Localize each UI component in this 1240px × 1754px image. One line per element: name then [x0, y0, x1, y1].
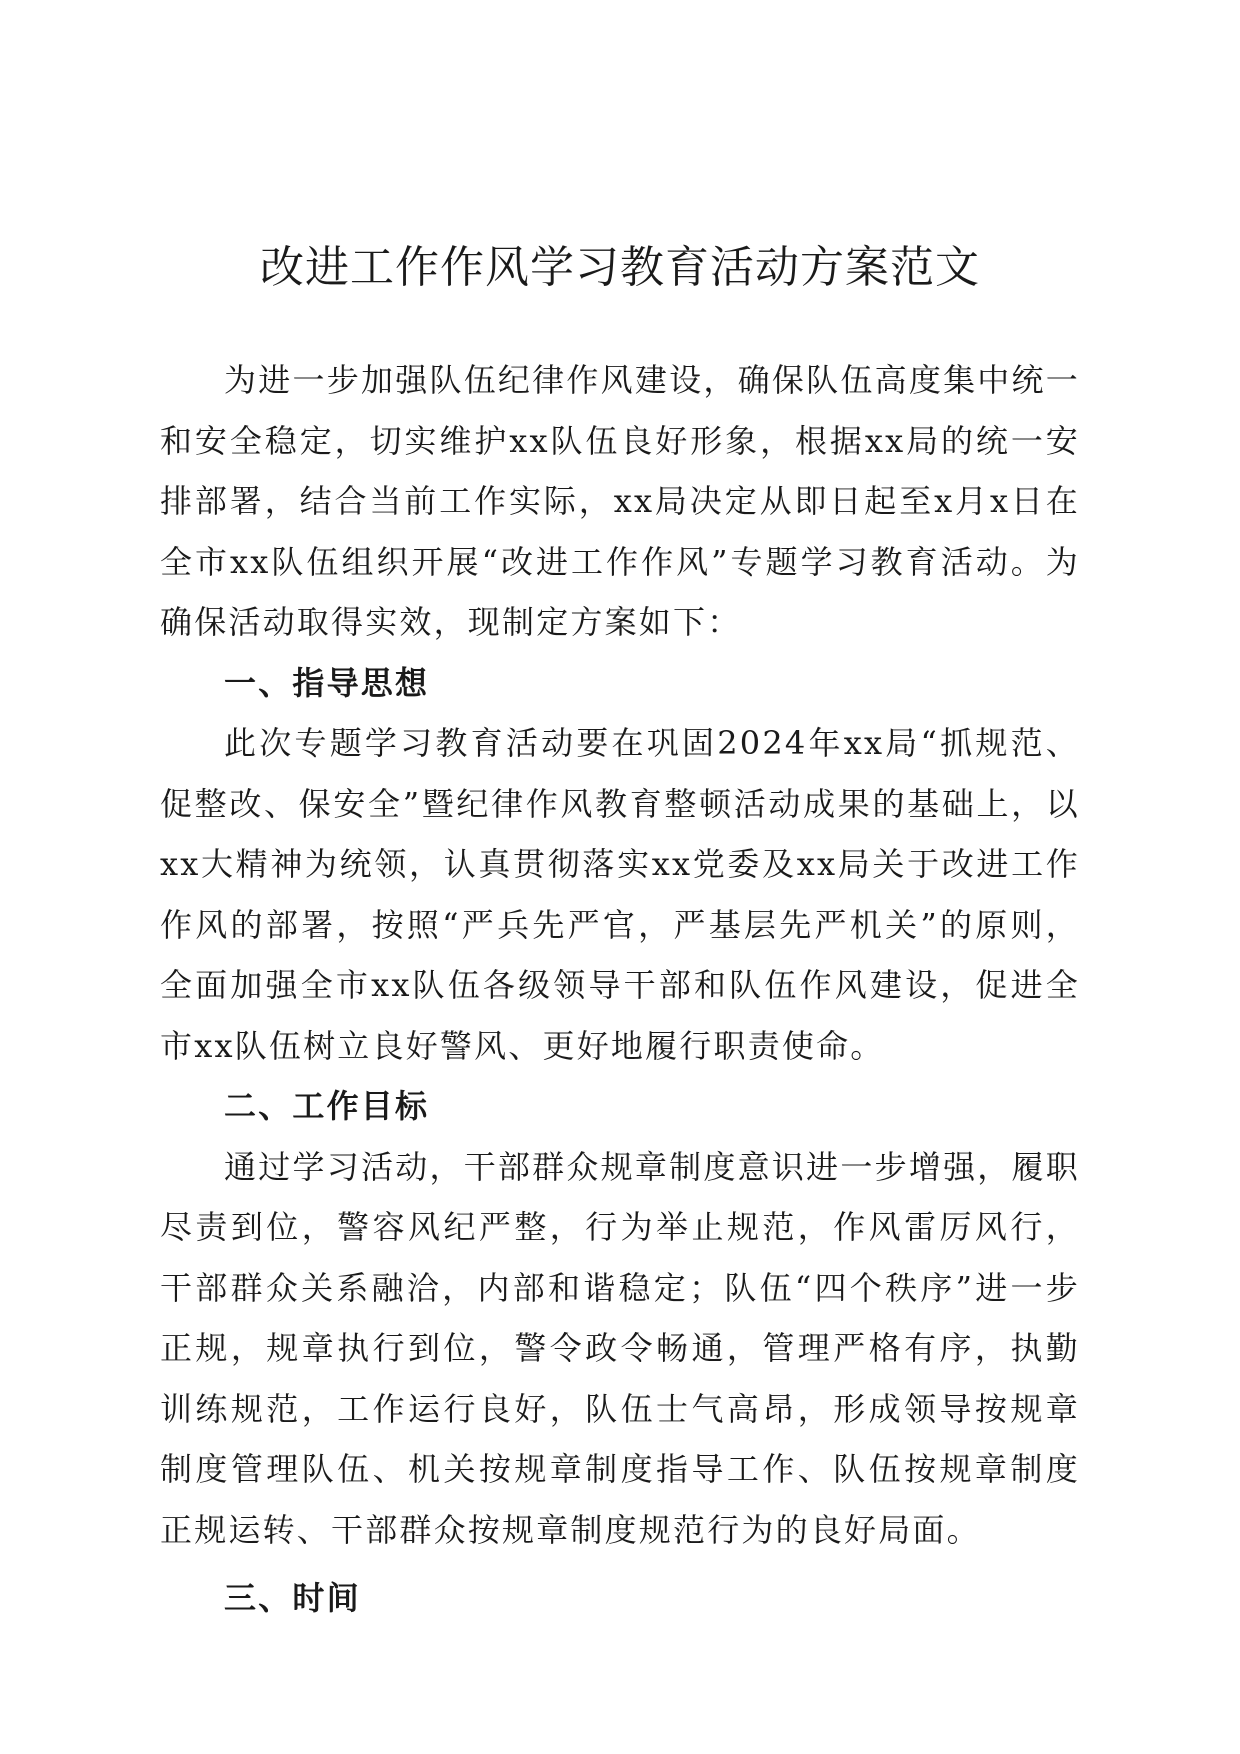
section-paragraph-work-goals: 通过学习活动，干部群众规章制度意识进一步增强，履职尽责到位，警容风纪严整，行为举止规范，作风雷厉风行，干部群众关系融洽，内部和谐稳定；队伍“四个秩序”进一步正规，规章执行到位，警令政令畅通，管理严格有序，执勤训练规范，工作运行良好，队伍士气高昂，形成领导按规章制度管理队伍、机关按规章制度指导工作、队伍按规章制度正规运转、干部群众按规章制度规范行为的良好局面。: [160, 1147, 1080, 1549]
section-heading-work-goals: 二、工作目标: [224, 1087, 430, 1125]
section-heading-time: 三、时间: [224, 1579, 361, 1617]
document-title: 改进工作作风学习教育活动方案范文: [260, 242, 980, 293]
document-body: [160, 350, 1080, 1629]
intro-paragraph: 为进一步加强队伍纪律作风建设，确保队伍高度集中统一和安全稳定，切实维护xx队伍良好形象，根据xx局的统一安排部署，结合当前工作实际，xx局决定从即日起至x月x日在全市xx队伍组织开展“改进工作作风”专题学习教育活动。为确保活动取得实效，现制定方案如下：: [160, 361, 1080, 641]
section-paragraph-guiding-ideology: 此次专题学习教育活动要在巩固2024年xx局“抓规范、促整改、保安全”暨纪律作风教育整顿活动成果的基础上，以xx大精神为统领，认真贯彻落实xx党委及xx局关于改进工作作风的部署，按照“严兵先严官，严基层先严机关”的原则，全面加强全市xx队伍各级领导干部和队伍作风建设，促进全市xx队伍树立良好警风、更好地履行职责使命。: [160, 724, 1080, 1065]
section-heading-guiding-ideology: 一、指导思想: [224, 663, 430, 702]
